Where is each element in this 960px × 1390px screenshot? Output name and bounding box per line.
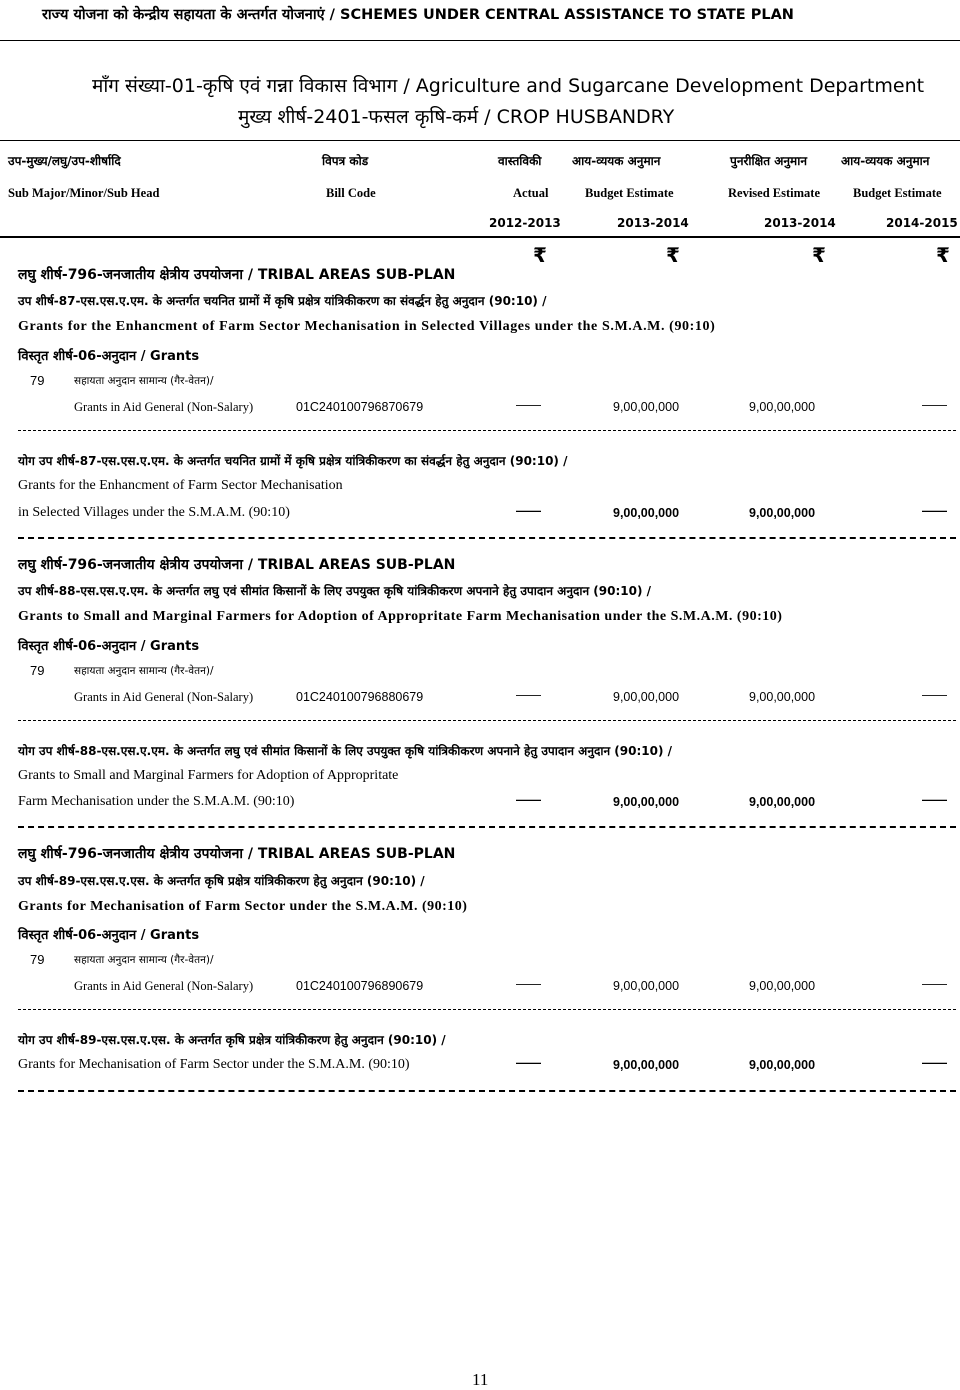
be2-value: ——: [922, 398, 947, 412]
actual-value: ——: [516, 688, 541, 702]
separator: [18, 720, 956, 721]
total-head-en: Grants for Mechanisation of Farm Sector under the S.M.A.M. (90:10): [18, 1057, 410, 1072]
object-head-en: Grants in Aid General (Non-Salary): [74, 979, 254, 993]
total-head-en: Grants for the Enhancment of Farm Sector Mechanisation: [18, 478, 343, 493]
col-be-year: 2013-2014: [617, 216, 689, 230]
total-be: 9,00,00,000: [613, 795, 680, 809]
total-be2: ——: [922, 1056, 947, 1070]
total-actual: ——: [516, 1056, 541, 1070]
rupee-icon: ₹: [666, 243, 680, 267]
total-head-hi: योग उप शीर्ष-89-एस.एस.ए.एस. के अन्तर्गत कृषि प्रक्षेत्र यांत्रिकीकरण हेतु अनुदान (90:10) /: [18, 1033, 446, 1047]
col-actual-year: 2012-2013: [489, 216, 561, 230]
col-be2-en: Budget Estimate: [853, 186, 942, 200]
total-actual: ——: [516, 504, 541, 518]
actual-value: ——: [516, 977, 541, 991]
be-value: 9,00,00,000: [613, 690, 680, 704]
col-actual-hi: वास्तविकी: [498, 154, 542, 168]
separator: [18, 537, 956, 539]
object-head-hi: सहायता अनुदान सामान्य (गैर-वेतन)/: [74, 375, 214, 387]
demand-title: माँग संख्या-01-कृषि एवं गन्ना विकास विभाग / Agriculture and Sugarcane Development Department: [92, 75, 925, 97]
col-head-en: Sub Major/Minor/Sub Head: [8, 186, 160, 200]
col-bill-hi: विपत्र कोड: [322, 154, 369, 168]
total-be: 9,00,00,000: [613, 1058, 680, 1072]
col-re-year: 2013-2014: [764, 216, 836, 230]
separator: [18, 826, 956, 828]
actual-value: ——: [516, 398, 541, 412]
be-value: 9,00,00,000: [613, 400, 680, 414]
col-be-hi: आय-व्ययक अनुमान: [572, 154, 661, 168]
minor-head: लघु शीर्ष-796-जनजातीय क्षेत्रीय उपयोजना / TRIBAL AREAS SUB-PLAN: [18, 267, 456, 283]
header-rule: [0, 40, 960, 41]
sub-head-en: Grants to Small and Marginal Farmers for Adoption of Appropritate Farm Mechanisation under the S.M.A.M. (90:10): [18, 609, 783, 624]
col-actual-en: Actual: [513, 186, 549, 200]
be-value: 9,00,00,000: [613, 979, 680, 993]
detail-head: विस्तृत शीर्ष-06-अनुदान / Grants: [18, 639, 200, 654]
separator: [18, 1090, 956, 1092]
object-code: 79: [30, 952, 45, 967]
sub-head-hi: उप शीर्ष-89-एस.एस.ए.एस. के अन्तर्गत कृषि प्रक्षेत्र यांत्रिकीकरण हेतु अनुदान (90:10) /: [18, 874, 425, 888]
bill-code: 01C240100796890679: [296, 979, 424, 993]
object-head-hi: सहायता अनुदान सामान्य (गैर-वेतन)/: [74, 954, 214, 966]
re-value: 9,00,00,000: [749, 979, 816, 993]
total-head-en: Farm Mechanisation under the S.M.A.M. (90:10): [18, 794, 295, 809]
re-value: 9,00,00,000: [749, 690, 816, 704]
col-be2-hi: आय-व्ययक अनुमान: [841, 154, 930, 168]
sub-head-hi: उप शीर्ष-87-एस.एस.ए.एम. के अन्तर्गत चयनित ग्रामों में कृषि प्रक्षेत्र यांत्रिकीकरण का संवर्द्धन हेतु अनुदान (90:10) /: [18, 294, 547, 308]
page-header: राज्य योजना को केन्द्रीय सहायता के अन्तर्गत योजनाएं / SCHEMES UNDER CENTRAL ASSISTANCE TO STATE PLAN: [42, 7, 794, 23]
detail-head: विस्तृत शीर्ष-06-अनुदान / Grants: [18, 928, 200, 943]
separator: [18, 430, 956, 431]
detail-head: विस्तृत शीर्ष-06-अनुदान / Grants: [18, 349, 200, 364]
total-actual: ——: [516, 793, 541, 807]
total-head-en: in Selected Villages under the S.M.A.M. (90:10): [18, 505, 290, 520]
col-head-hi: उप-मुख्य/लघु/उप-शीर्षादि: [8, 154, 121, 168]
table-header-rule: [0, 236, 960, 238]
bill-code: 01C240100796870679: [296, 400, 424, 414]
rupee-icon: ₹: [533, 243, 547, 267]
object-head-hi: सहायता अनुदान सामान्य (गैर-वेतन)/: [74, 665, 214, 677]
total-be2: ——: [922, 793, 947, 807]
total-be: 9,00,00,000: [613, 506, 680, 520]
object-code: 79: [30, 663, 45, 678]
major-head-title: मुख्य शीर्ष-2401-फसल कृषि-कर्म / CROP HUSBANDRY: [238, 106, 675, 128]
sub-head-hi: उप शीर्ष-88-एस.एस.ए.एम. के अन्तर्गत लघु एवं सीमांत किसानों के लिए उपयुक्त कृषि यांत्रिकीकरण अपनाने हेतु उपादान अनुदान (90:10) /: [18, 584, 652, 598]
re-value: 9,00,00,000: [749, 400, 816, 414]
total-re: 9,00,00,000: [749, 1058, 816, 1072]
total-head-en: Grants to Small and Marginal Farmers for Adoption of Appropritate: [18, 768, 399, 783]
total-be2: ——: [922, 504, 947, 518]
sub-head-en: Grants for Mechanisation of Farm Sector under the S.M.A.M. (90:10): [18, 899, 468, 914]
col-be-en: Budget Estimate: [585, 186, 674, 200]
rupee-icon: ₹: [812, 243, 826, 267]
page-number: 11: [472, 1370, 489, 1389]
col-bill-en: Bill Code: [326, 186, 376, 200]
total-head-hi: योग उप शीर्ष-88-एस.एस.ए.एम. के अन्तर्गत लघु एवं सीमांत किसानों के लिए उपयुक्त कृषि यांत्रिकीकरण अपनाने हेतु उपादान अनुदान (90:10) /: [18, 744, 673, 758]
rupee-icon: ₹: [936, 243, 950, 267]
table-top-rule: [0, 140, 960, 141]
col-re-hi: पुनरीक्षित अनुमान: [730, 154, 807, 168]
total-head-hi: योग उप शीर्ष-87-एस.एस.ए.एम. के अन्तर्गत चयनित ग्रामों में कृषि प्रक्षेत्र यांत्रिकीकरण का संवर्द्धन हेतु अनुदान (90:10) /: [18, 454, 568, 468]
object-head-en: Grants in Aid General (Non-Salary): [74, 690, 254, 704]
total-re: 9,00,00,000: [749, 795, 816, 809]
separator: [18, 1009, 956, 1010]
total-re: 9,00,00,000: [749, 506, 816, 520]
sub-head-en: Grants for the Enhancment of Farm Sector Mechanisation in Selected Villages under the S.M.A.M. (90:10): [18, 319, 716, 334]
bill-code: 01C240100796880679: [296, 690, 424, 704]
minor-head: लघु शीर्ष-796-जनजातीय क्षेत्रीय उपयोजना / TRIBAL AREAS SUB-PLAN: [18, 846, 456, 862]
be2-value: ——: [922, 688, 947, 702]
object-head-en: Grants in Aid General (Non-Salary): [74, 400, 254, 414]
be2-value: ——: [922, 977, 947, 991]
minor-head: लघु शीर्ष-796-जनजातीय क्षेत्रीय उपयोजना / TRIBAL AREAS SUB-PLAN: [18, 557, 456, 573]
col-re-en: Revised Estimate: [728, 186, 820, 200]
col-be2-year: 2014-2015: [886, 216, 958, 230]
object-code: 79: [30, 373, 45, 388]
